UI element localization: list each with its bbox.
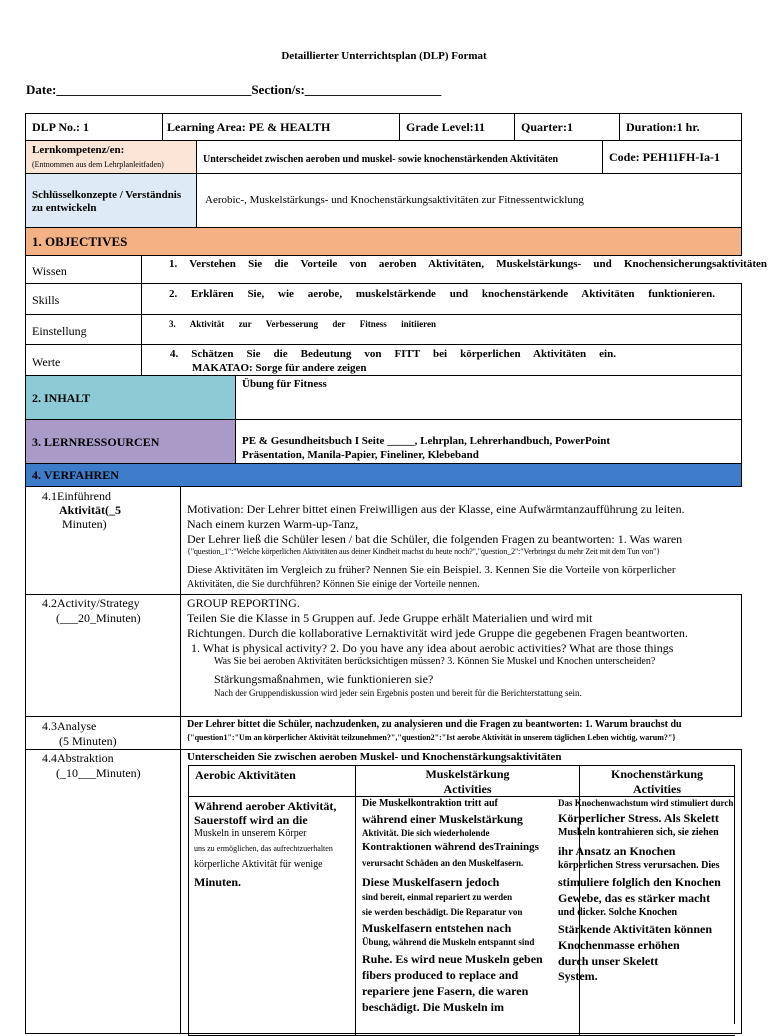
objective-label-cell — [25, 255, 142, 284]
muskel-body-cell — [355, 796, 580, 1036]
einf-content-cell — [180, 486, 742, 595]
objective-label-wissen: Wissen — [32, 264, 67, 278]
activity-label2: (___20_Minuten) — [56, 611, 141, 625]
learning-area-cell — [162, 113, 400, 141]
muskel-line: Kontraktionen während desTrainings — [362, 841, 539, 853]
muskel-header-sub: Activities — [443, 782, 492, 796]
muskel-header-cell — [355, 765, 580, 797]
muskel-line: während einer Muskelstärkung — [362, 812, 523, 826]
aerobic-body-cell — [188, 796, 356, 1036]
knochen-line: System. — [558, 969, 598, 983]
muskel-line: Muskelfasern entstehen nach — [362, 921, 512, 935]
date-section-line — [26, 82, 441, 98]
key-concepts-label-cell — [25, 173, 197, 228]
abstraktion-label-cell — [25, 749, 181, 1034]
ressourcen-line2: Präsentation, Manila-Papier, Fineliner, Klebeband — [242, 449, 479, 461]
knochen-line: und dicker. Solche Knochen — [558, 907, 678, 918]
key-concepts-text: Aerobic-, Muskelstärkungs- und Knochenstärkungsaktivitäten zur Fitnessentwicklung — [205, 194, 584, 206]
objective-label-cell — [25, 283, 142, 315]
activity-line: Richtungen. Durch die kollaborative Lernaktivität wird jede Gruppe die gegebenen Fragen beantworten. — [187, 626, 688, 640]
date-label: Date: — [26, 82, 57, 97]
objective-label-werte: Werte — [32, 355, 61, 369]
date-blank: ______________________________ — [56, 82, 252, 97]
inhalt-text: Übung für Fitness — [242, 378, 327, 390]
key-concepts-text-cell — [196, 173, 742, 228]
knochen-line: Muskeln kontrahieren sich, sie ziehen — [558, 827, 719, 838]
aerobic-line: Sauerstoff wird an die — [194, 813, 308, 827]
einf-label3: Minuten) — [62, 517, 107, 531]
objectives-heading: 1. OBJECTIVES — [32, 234, 128, 249]
table-right-border — [734, 796, 735, 1024]
knochen-line: durch unser Skelett — [558, 954, 659, 968]
analyse-label-cell — [25, 716, 181, 750]
knochen-line: ihr Ansatz an Knochen — [558, 844, 676, 858]
verfahren-heading-bar — [25, 463, 742, 487]
muskel-line: verursacht Schäden an den Muskelfasern. — [362, 858, 524, 868]
inhalt-heading: 2. INHALT — [32, 391, 91, 405]
quarter-cell — [514, 113, 620, 141]
muskel-line: Aktivität. Die sich wiederholende — [362, 828, 490, 838]
section-label: Section/s: — [251, 82, 305, 97]
ressourcen-heading-cell — [25, 419, 236, 464]
inhalt-text-cell — [235, 375, 742, 420]
learning-area: Learning Area: PE & HEALTH — [167, 120, 331, 134]
einf-line: Aktivitäten, die Sie durchführen? Können Sie einige der Vorteile nennen. — [187, 579, 480, 590]
knochen-line: Gewebe, das es stärker macht — [558, 891, 711, 905]
muskel-header: Muskelstärkung — [425, 767, 510, 781]
objective-text-cell — [141, 314, 742, 345]
section-blank: _____________________ — [304, 82, 442, 97]
aerobic-line: uns zu ermöglichen, das aufrechtzuerhalten — [194, 844, 333, 853]
competency-label: Lernkompetenz/en: — [32, 144, 125, 156]
knochen-line: Das Knochenwachstum wird stimuliert durch — [558, 798, 734, 808]
einf-label2: Aktivität(_5 — [59, 503, 121, 517]
competency-text-cell — [196, 140, 603, 174]
knochen-body-cell — [558, 796, 735, 1036]
document-title: Detaillierter Unterrichtsplan (DLP) Format — [281, 50, 487, 62]
muskel-line: sind bereit, einmal repariert zu werden — [362, 892, 513, 902]
grade-level: Grade Level:11 — [406, 120, 485, 134]
objective-label-skills: Skills — [32, 293, 60, 307]
activity-line: Teilen Sie die Klasse in 5 Gruppen auf. Jede Gruppe erhält Materialien und wird mit — [187, 611, 593, 625]
ressourcen-line1: PE & Gesundheitsbuch I Seite _____, Lehrplan, Lehrerhandbuch, PowerPoint — [242, 435, 611, 447]
muskel-line: Diese Muskelfasern jedoch — [362, 875, 500, 889]
aerobic-header: Aerobic Aktivitäten — [195, 768, 296, 782]
muskel-line: fibers produced to replace and — [362, 968, 519, 982]
einf-questions-json: {"question_1":"Welche körperlichen Aktivitäten aus deiner Kindheit machst du heute noch?","question_2":"Verbringst du mehr Zeit mit dem Tun von"} — [187, 547, 661, 556]
muskel-line: Die Muskelkontraktion tritt auf — [362, 798, 498, 809]
analyse-label2: (5 Minuten) — [59, 734, 117, 748]
knochen-line: stimuliere folglich den Knochen — [558, 875, 721, 889]
analyse-line1: Der Lehrer bittet die Schüler, nachzudenken, zu analysieren und die Fragen zu beantworten: 1. Warum brauchst du — [187, 719, 682, 730]
einf-label1: 4.1Einführend — [42, 489, 111, 503]
einf-line: Nach einem kurzen Warm-up-Tanz, — [187, 517, 359, 531]
objective-text-skills: 2. Erklären Sie, wie aerobe, muskelstärkende und knochenstärkende Aktivitäten funktionieren. — [169, 288, 715, 300]
duration-cell — [619, 113, 742, 141]
abstraktion-label1: 4.4Abstraktion — [42, 751, 114, 765]
aerobic-line: Während aerober Aktivität, — [194, 799, 337, 813]
einf-label-cell — [25, 486, 181, 595]
knochen-header-cell — [579, 765, 735, 797]
activity-line: Nach der Gruppendiskussion wird jeder sein Ergebnis posten und bereit für die Berichterstattung sein. — [214, 688, 582, 698]
objective-text-werte-makatao: MAKATAO: Sorge für andere zeigen — [192, 362, 367, 374]
aerobic-line: Minuten. — [194, 875, 242, 889]
activity-content-cell — [180, 594, 742, 717]
ressourcen-text-cell — [235, 419, 742, 464]
activity-label1: 4.2Activity/Strategy — [42, 596, 140, 610]
objective-label-cell — [25, 314, 142, 345]
competency-sublabel: (Entnommen aus dem Lehrplanleitfaden) — [32, 160, 164, 169]
activity-line: Stärkungsmaßnahmen, wie funktionieren sie? — [214, 672, 434, 686]
activity-line: Was Sie bei aeroben Aktivitäten berücksichtigen müssen? 3. Können Sie Muskel und Knochen unterscheiden? — [214, 656, 656, 667]
competency-code-cell — [602, 140, 742, 174]
competency-code: Code: PEH11FH-Ia-1 — [609, 150, 720, 164]
activity-line: GROUP REPORTING. — [187, 596, 300, 610]
knochen-header: Knochenstärkung — [610, 767, 704, 781]
activity-label-cell — [25, 594, 181, 717]
grade-level-cell — [399, 113, 515, 141]
muskel-line: sie werden beschädigt. Die Reparatur von — [362, 907, 523, 917]
abstraktion-intro: Unterscheiden Sie zwischen aeroben Muskel- und Knochenstärkungsaktivitäten — [187, 751, 562, 763]
dlp-no-cell — [25, 113, 163, 141]
aerobic-line: körperliche Aktivität für wenige — [194, 859, 323, 870]
objective-label-cell — [25, 344, 142, 376]
aerobic-line: Muskeln in unserem Körper — [194, 828, 307, 839]
objective-text-cell — [141, 255, 767, 284]
objective-text-cell — [141, 344, 742, 376]
objective-text-werte: 4. Schätzen Sie die Bedeutung von FITT bei körperlichen Aktivitäten ein. — [170, 348, 616, 360]
inhalt-heading-cell — [25, 375, 236, 420]
analyse-questions-json: {"question1":"Um an körperlicher Aktivität teilzunehmen?","question2":"Ist aerobe Aktivität in unserem täglichen Leben wichtig, warum?"} — [187, 733, 676, 742]
objective-label-einstellung: Einstellung — [32, 324, 87, 338]
einf-line: Diese Aktivitäten im Vergleich zu früher? Nennen Sie ein Beispiel. 3. Kennen Sie die Vorteile von körperlicher — [187, 564, 676, 576]
muskel-line: beschädigt. Die Muskeln im — [362, 1000, 505, 1014]
knochen-line: körperlichen Stress verursachen. Dies — [558, 860, 720, 871]
verfahren-heading: 4. VERFAHREN — [32, 468, 119, 482]
ressourcen-heading: 3. LERNRESSOURCEN — [32, 435, 160, 449]
knochen-line: Körperlicher Stress. Als Skelett — [558, 811, 719, 825]
einf-line: Motivation: Der Lehrer bittet einen Freiwilligen aus der Klasse, eine Aufwärmtanzaufführung zu leiten. — [187, 502, 685, 516]
competency-label-cell — [25, 140, 197, 174]
competency-text: Unterscheidet zwischen aeroben und muskel- sowie knochenstärkenden Aktivitäten — [203, 154, 559, 165]
muskel-line: repariere jene Fasern, die waren — [362, 984, 529, 998]
quarter: Quarter:1 — [521, 120, 573, 134]
analyse-label1: 4.3Analyse — [42, 719, 97, 733]
analyse-content-cell — [180, 716, 742, 750]
abstraktion-label2: (_10___Minuten) — [56, 766, 141, 780]
duration: Duration:1 hr. — [626, 120, 700, 134]
einf-line: Der Lehrer ließ die Schüler lesen / bat die Schüler, die folgenden Fragen zu beantworten: 1. Was waren — [187, 532, 683, 546]
objective-text-wissen: 1. Verstehen Sie die Vorteile von aeroben Aktivitäten, Muskelstärkungs- und Knochensicherungsaktivitäten — [169, 258, 767, 270]
objectives-heading-bar — [25, 227, 742, 256]
activity-line: 1. What is physical activity? 2. Do you have any idea about aerobic activities? What are those things — [191, 641, 674, 655]
muskel-line: Ruhe. Es wird neue Muskeln geben — [362, 952, 543, 966]
knochen-line: Knochenmasse erhöhen — [558, 938, 680, 952]
aerobic-header-cell — [188, 765, 356, 797]
knochen-line: Stärkende Aktivitäten können — [558, 922, 713, 936]
objective-text-cell — [141, 283, 742, 315]
knochen-header-sub: Activities — [633, 782, 681, 796]
objective-text-einstellung: 3. Aktivität zur Verbesserung der Fitness initiieren — [169, 319, 436, 329]
dlp-no: DLP No.: 1 — [32, 120, 89, 134]
muskel-line: Übung, während die Muskeln entspannt sind — [362, 937, 535, 947]
key-concepts-label: Schlüsselkonzepte / Verständnis zu entwickeln — [32, 189, 182, 214]
